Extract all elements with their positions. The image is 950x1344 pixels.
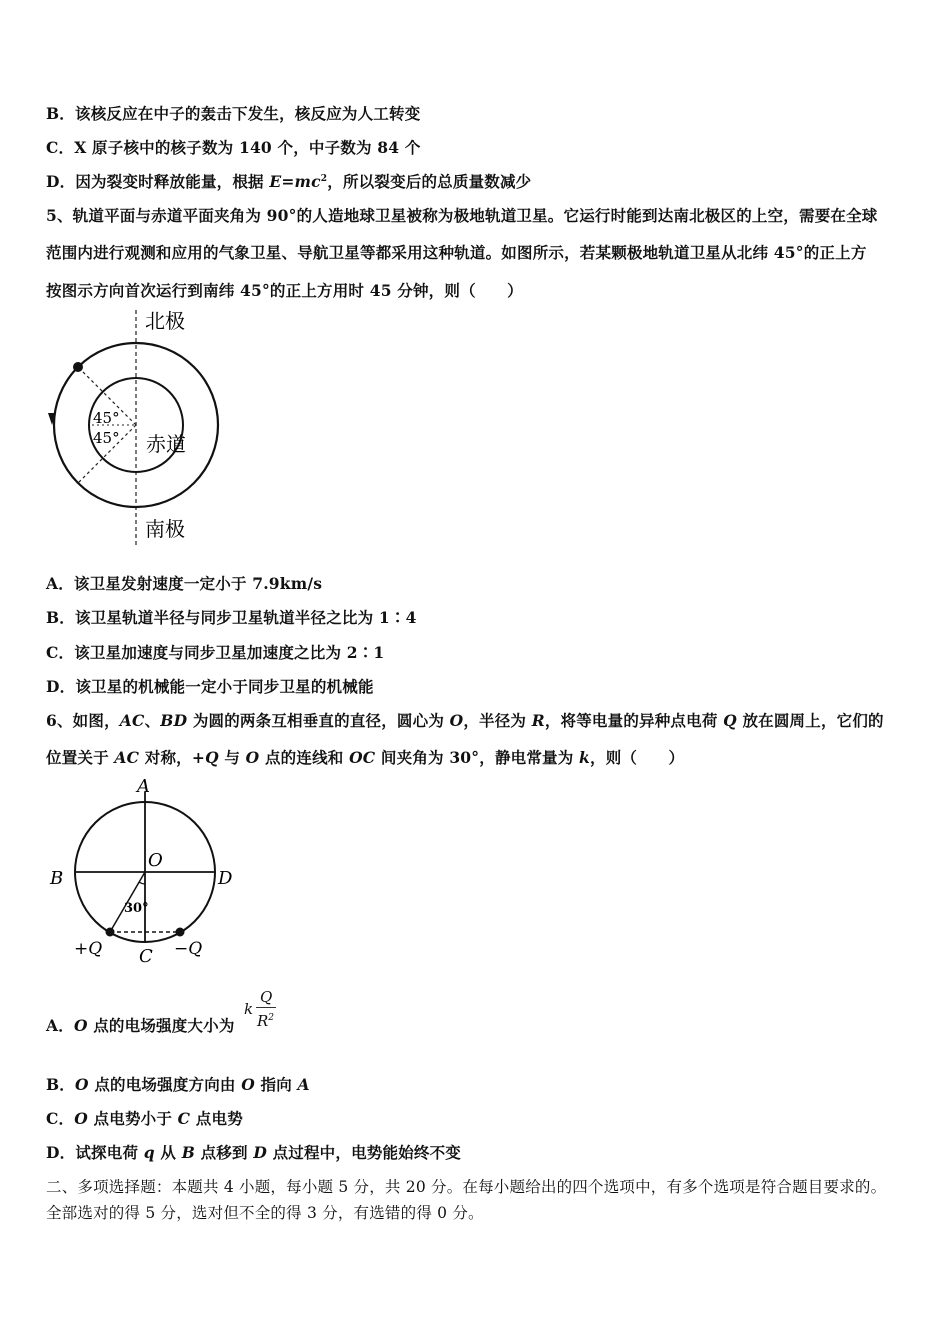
section2-line-2: 全部选对的得 5 分，选对但不全的得 3 分，有选错的得 0 分。 — [46, 1204, 484, 1222]
q5-option-a: A．该卫星发射速度一定小于 7.9km/s — [46, 574, 323, 593]
label-d: D — [218, 868, 233, 889]
label-a: A — [137, 776, 150, 797]
angle-label-bottom: 45° — [93, 429, 120, 447]
plus-q-dot — [106, 928, 115, 937]
angle-30-label: 30° — [124, 901, 149, 916]
q6-option-b: B．O 点的电场强度方向由 O 指向 A — [46, 1075, 310, 1094]
q5-stem-line-1: 5、轨道平面与赤道平面夹角为 90°的人造地球卫星被称为极地轨道卫星。它运行时能到达南北极区的上空，需要在全球 — [46, 206, 878, 225]
section2-line-1: 二、多项选择题：本题共 4 小题，每小题 5 分，共 20 分。在每小题给出的四个选项中，有多个选项是符合题目要求的。 — [46, 1178, 887, 1196]
plus-q-label: +Q — [74, 939, 103, 959]
q4-option-b: B．该核反应在中子的轰击下发生，核反应为人工转变 — [46, 104, 421, 123]
formula-k: k — [244, 1000, 254, 1018]
north-pole-label: 北极 — [145, 309, 185, 333]
q6-option-c: C．O 点电势小于 C 点电势 — [46, 1109, 243, 1128]
q6-option-d: D．试探电荷 q 从 B 点移到 D 点过程中，电势能始终不变 — [46, 1143, 461, 1162]
equator-label: 赤道 — [146, 432, 186, 456]
q4-option-c: C．X 原子核中的核子数为 140 个，中子数为 84 个 — [46, 138, 421, 157]
q5-option-d: D．该卫星的机械能一定小于同步卫星的机械能 — [46, 677, 374, 696]
label-b: B — [50, 868, 64, 889]
charge-circle-figure — [40, 772, 250, 972]
q5-stem-line-3: 按图示方向首次运行到南纬 45°的正上方用时 45 分钟，则（ ） — [46, 281, 523, 300]
q5-option-b: B．该卫星轨道半径与同步卫星轨道半径之比为 1∶4 — [46, 608, 417, 627]
label-o: O — [148, 850, 163, 871]
south-pole-label: 南极 — [145, 517, 185, 541]
satellite-dot — [73, 362, 83, 372]
q6-stem-line-2: 位置关于 AC 对称，+Q 与 O 点的连线和 OC 间夹角为 30°，静电常量为 k，则（ ） — [46, 748, 685, 767]
q6-option-a: A．O 点的电场强度大小为 — [46, 1016, 235, 1035]
angle-label-top: 45° — [93, 409, 120, 427]
formula-numerator: Q — [260, 988, 273, 1006]
formula-bar — [256, 1007, 276, 1008]
polar-orbit-figure — [40, 305, 230, 550]
formula-denominator: $R^2$ — [257, 1012, 275, 1030]
minus-q-dot — [176, 928, 185, 937]
q6-stem-line-1: 6、如图，AC、BD 为圆的两条互相垂直的直径，圆心为 O，半径为 R，将等电量的异种点电荷 Q 放在圆周上，它们的 — [46, 711, 884, 730]
minus-q-label: −Q — [174, 939, 203, 959]
q5-stem-line-2: 范围内进行观测和应用的气象卫星、导航卫星等都采用这种轨道。如图所示，若某颗极地轨道卫星从北纬 45°的正上方 — [46, 243, 867, 262]
q4-option-d: D．因为裂变时释放能量，根据 $E=mc^2$，所以裂变后的总质量数减少 — [46, 172, 532, 191]
q5-option-c: C．该卫星加速度与同步卫星加速度之比为 2∶1 — [46, 643, 385, 662]
label-c: C — [139, 946, 153, 967]
